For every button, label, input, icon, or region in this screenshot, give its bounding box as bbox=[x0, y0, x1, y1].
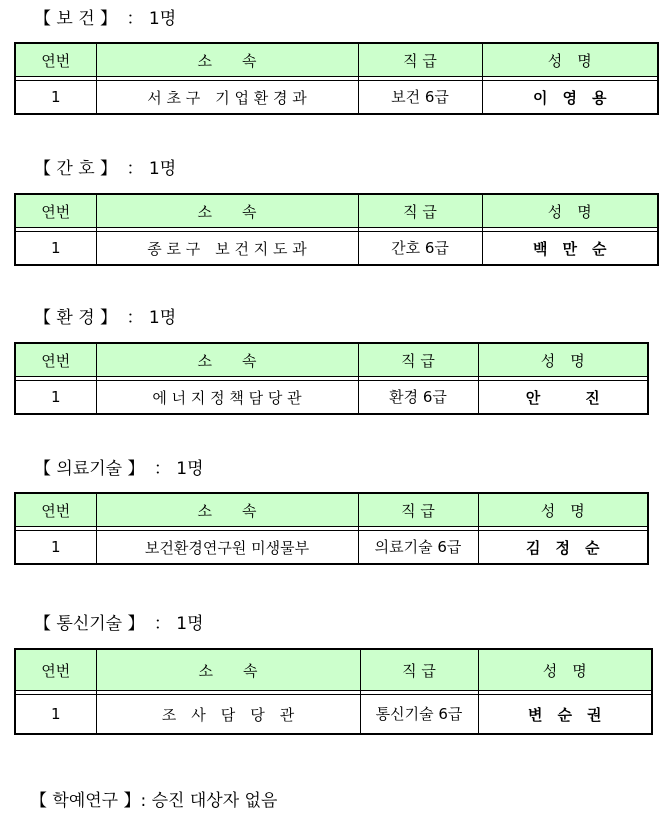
header-grade: 직 급 bbox=[358, 43, 482, 77]
section-count: ： 1명 bbox=[126, 308, 177, 328]
table-header-row bbox=[15, 43, 658, 77]
cell-no: 1 bbox=[15, 381, 96, 415]
cell-grade: 의료기술 6급 bbox=[358, 531, 478, 565]
header-name: 성 명 bbox=[478, 493, 648, 527]
cell-no: 1 bbox=[15, 531, 96, 565]
header-dept: 소 속 bbox=[96, 194, 358, 228]
section-title: 【 통신기술 】 bbox=[34, 614, 145, 634]
section-count: ： 1명 bbox=[126, 159, 177, 179]
table-header-row bbox=[15, 649, 652, 691]
cell-name: 백 만 순 bbox=[482, 232, 658, 266]
cell-name: 안 진 bbox=[478, 381, 648, 415]
header-name: 성 명 bbox=[482, 43, 658, 77]
section-heading-nursing bbox=[34, 158, 176, 180]
header-dept: 소 속 bbox=[96, 493, 358, 527]
header-no: 연번 bbox=[15, 194, 96, 228]
header-dept: 소 속 bbox=[96, 343, 358, 377]
promotion-table-environment bbox=[14, 342, 649, 415]
header-no: 연번 bbox=[15, 649, 96, 691]
header-no: 연번 bbox=[15, 493, 96, 527]
section-title: 【 보 건 】 bbox=[34, 9, 118, 29]
header-name: 성 명 bbox=[478, 649, 652, 691]
header-no: 연번 bbox=[15, 343, 96, 377]
cell-dept: 종 로 구 보 건 지 도 과 bbox=[96, 232, 358, 266]
cell-grade: 보건 6급 bbox=[358, 81, 482, 115]
cell-no: 1 bbox=[15, 232, 96, 266]
footer-note: 【 학예연구 】: 승진 대상자 없음 bbox=[30, 791, 278, 811]
cell-no: 1 bbox=[15, 81, 96, 115]
header-grade: 직 급 bbox=[358, 343, 478, 377]
table-row bbox=[15, 381, 648, 415]
table-row bbox=[15, 81, 658, 115]
section-count: ： 1명 bbox=[153, 614, 204, 634]
cell-grade: 통신기술 6급 bbox=[360, 695, 478, 735]
table-header-row bbox=[15, 493, 648, 527]
cell-dept: 서 초 구 기 업 환 경 과 bbox=[96, 81, 358, 115]
cell-name: 이 영 용 bbox=[482, 81, 658, 115]
section-heading-environment bbox=[34, 307, 176, 329]
cell-dept: 조 사 담 당 관 bbox=[96, 695, 360, 735]
header-no: 연번 bbox=[15, 43, 96, 77]
table-row bbox=[15, 695, 652, 735]
cell-grade: 환경 6급 bbox=[358, 381, 478, 415]
header-grade: 직 급 bbox=[360, 649, 478, 691]
header-grade: 직 급 bbox=[358, 493, 478, 527]
cell-grade: 간호 6급 bbox=[358, 232, 482, 266]
promotion-table-nursing bbox=[14, 193, 659, 266]
promotion-table-health bbox=[14, 42, 659, 115]
section-title: 【 의료기술 】 bbox=[34, 459, 145, 479]
promotion-table-telecom-tech bbox=[14, 648, 653, 735]
table-header-row bbox=[15, 343, 648, 377]
cell-dept: 보건환경연구원 미생물부 bbox=[96, 531, 358, 565]
header-dept: 소 속 bbox=[96, 649, 360, 691]
table-row bbox=[15, 232, 658, 266]
cell-name: 김 정 순 bbox=[478, 531, 648, 565]
promotion-table-medical-tech bbox=[14, 492, 649, 565]
section-count: ： 1명 bbox=[126, 9, 177, 29]
table-header-row bbox=[15, 194, 658, 228]
header-name: 성 명 bbox=[478, 343, 648, 377]
cell-name: 변 순 권 bbox=[478, 695, 652, 735]
cell-dept: 에 너 지 정 책 담 당 관 bbox=[96, 381, 358, 415]
section-heading-telecom-tech bbox=[34, 613, 204, 635]
section-count: ： 1명 bbox=[153, 459, 204, 479]
table-row bbox=[15, 531, 648, 565]
section-heading-medical-tech bbox=[34, 458, 204, 480]
header-grade: 직 급 bbox=[358, 194, 482, 228]
section-title: 【 간 호 】 bbox=[34, 159, 118, 179]
header-name: 성 명 bbox=[482, 194, 658, 228]
section-heading-health bbox=[34, 8, 176, 30]
cell-no: 1 bbox=[15, 695, 96, 735]
header-dept: 소 속 bbox=[96, 43, 358, 77]
section-title: 【 환 경 】 bbox=[34, 308, 118, 328]
